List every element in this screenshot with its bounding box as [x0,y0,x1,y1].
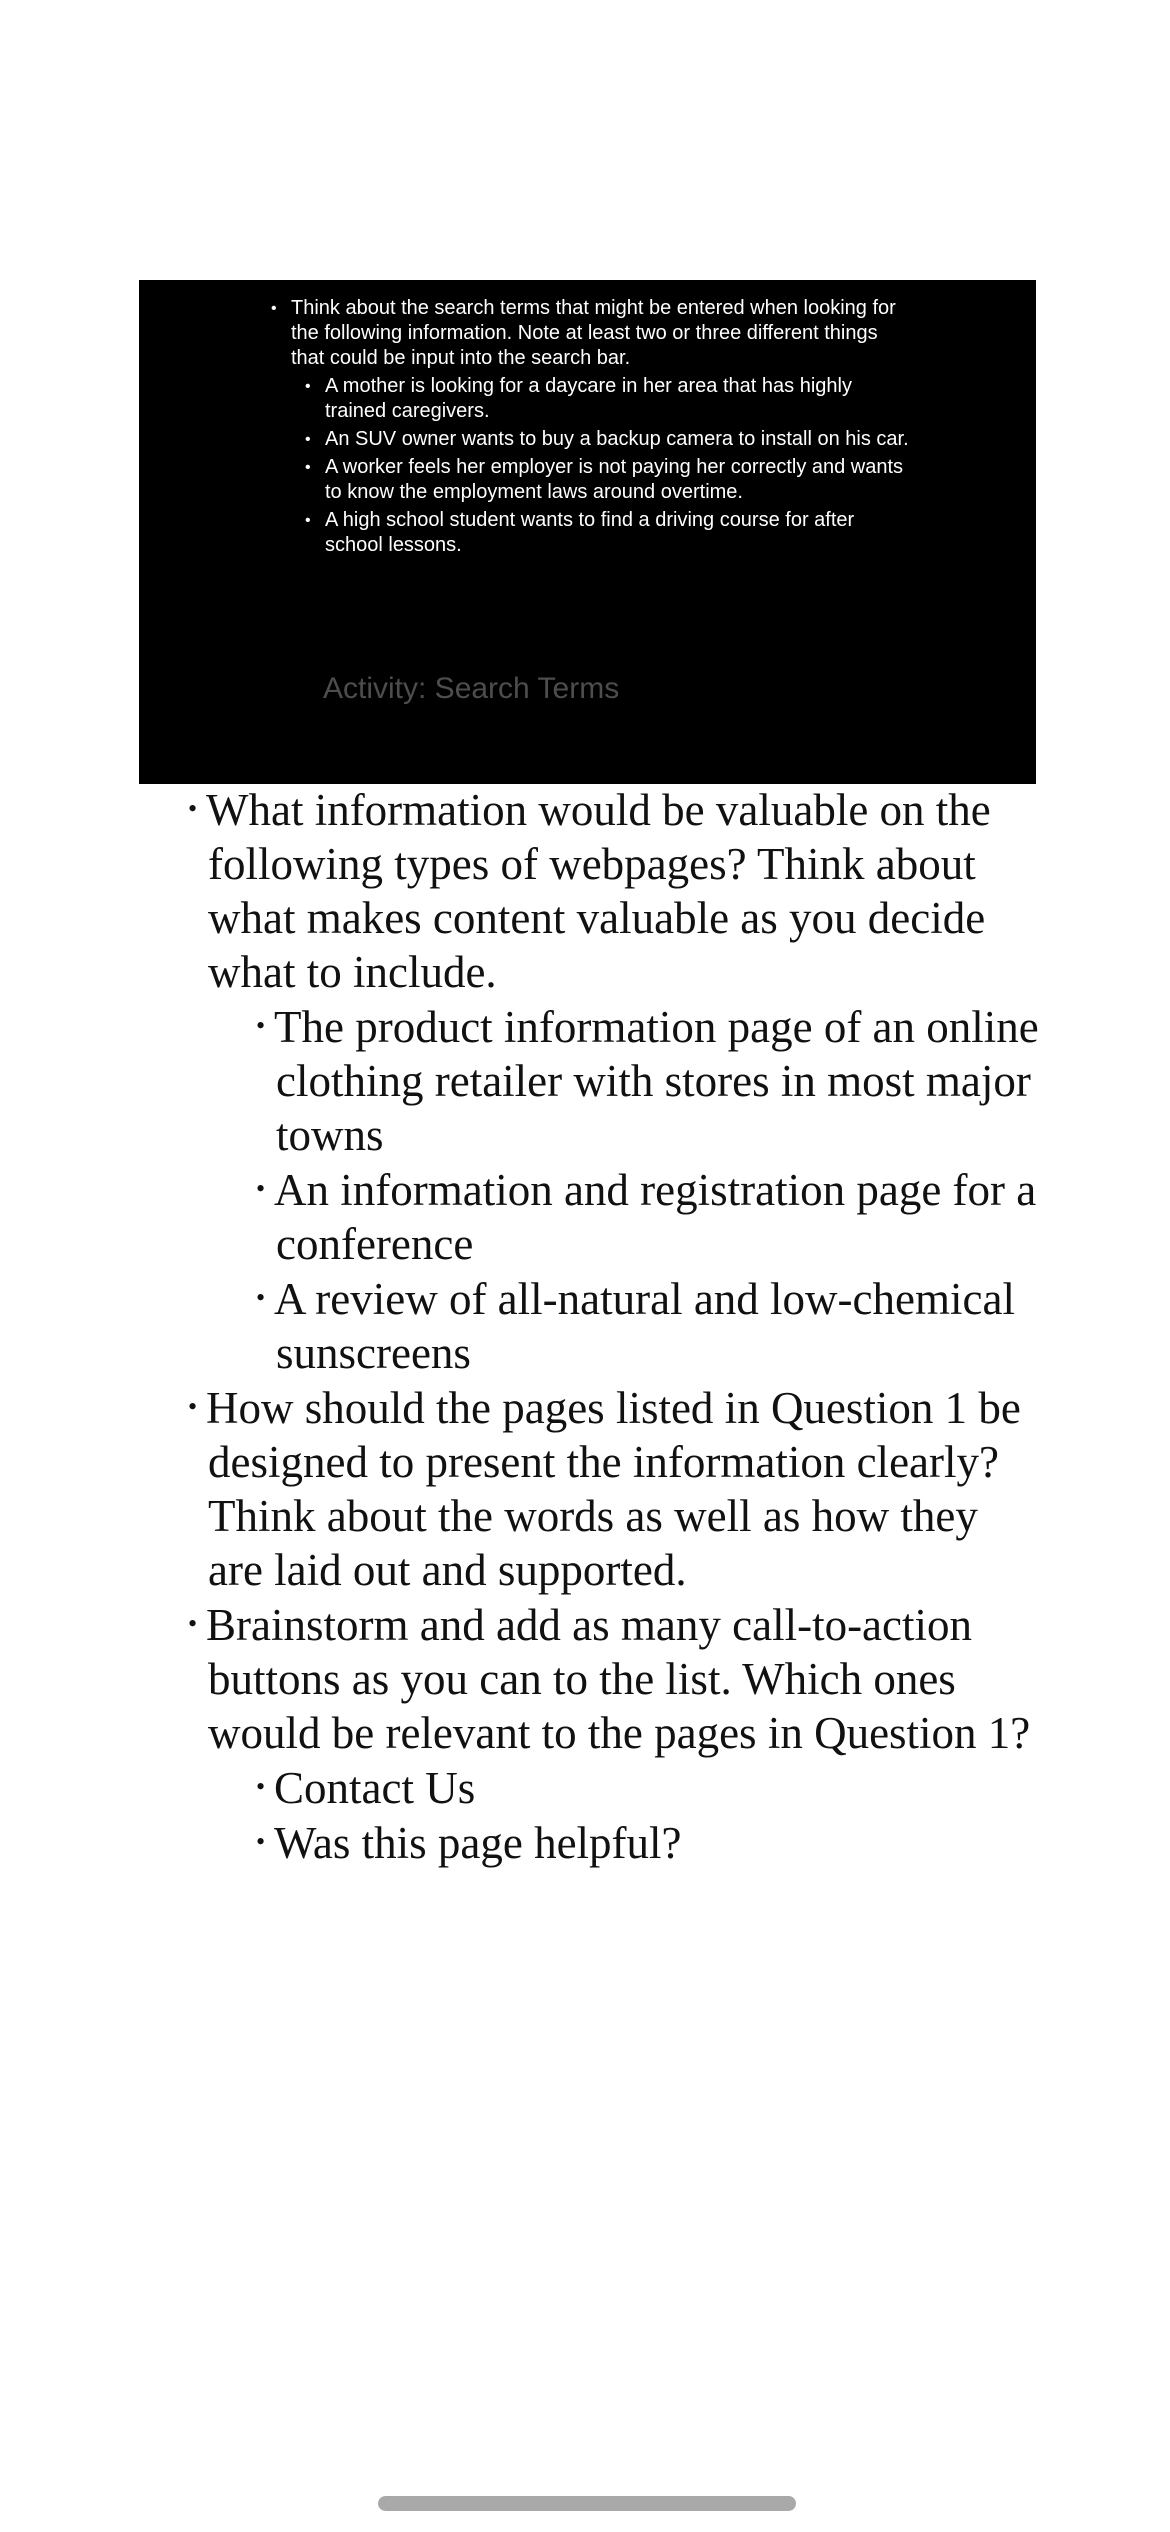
slide-bullet-list [269,296,909,558]
notes-item: • The product information page of an online clothing retailer with stores in most major towns [170,999,1040,1162]
slide-bullet-item: • An SUV owner wants to buy a backup camera to install on his car. [305,428,909,450]
bullet-icon: • [271,300,277,317]
notes-item: • What information would be valuable on the following types of webpages? Think about what makes content valuable as you decide what to include. [170,782,1040,999]
slide-bullet-item: • Think about the search terms that might be entered when looking for the following information. Note at least two or three different things that could be input into the search bar. [271,297,896,369]
bullet-icon: • [305,378,311,395]
bullet-icon: • [188,794,198,823]
bullet-icon: • [256,1827,266,1856]
notes-item: • How should the pages listed in Question 1 be designed to present the information clearly? Think about the words as well as how they are laid out and supported. [170,1380,1040,1597]
notes-list [170,782,1040,1870]
notes-item: • A review of all-natural and low-chemical sunscreens [170,1271,1040,1380]
bullet-icon: • [305,431,311,448]
notes-item: • An information and registration page for a conference [170,1162,1040,1271]
bullet-icon: • [256,1283,266,1312]
bullet-icon: • [188,1392,198,1421]
notes-item: • Brainstorm and add as many call-to-action buttons as you can to the list. Which ones would be relevant to the pages in Question 1? [170,1597,1040,1760]
slide-title: Activity: Search Terms [323,672,620,705]
slide-thumbnail [139,280,1036,784]
bullet-icon: • [305,512,311,529]
bullet-icon: • [256,1772,266,1801]
slide-bullet-item: • A high school student wants to find a driving course for after school lessons. [305,509,855,556]
bullet-icon: • [188,1609,198,1638]
notes-item: • Was this page helpful? [170,1815,1040,1870]
bullet-icon: • [256,1174,266,1203]
slide-bullet-item: • A worker feels her employer is not paying her correctly and wants to know the employment laws around overtime. [305,456,904,503]
bullet-icon: • [305,459,311,476]
slide-bullet-item: • A mother is looking for a daycare in her area that has highly trained caregivers. [305,375,852,422]
home-indicator[interactable] [378,2496,796,2511]
notes-item: • Contact Us [170,1760,1040,1815]
bullet-icon: • [256,1011,266,1040]
